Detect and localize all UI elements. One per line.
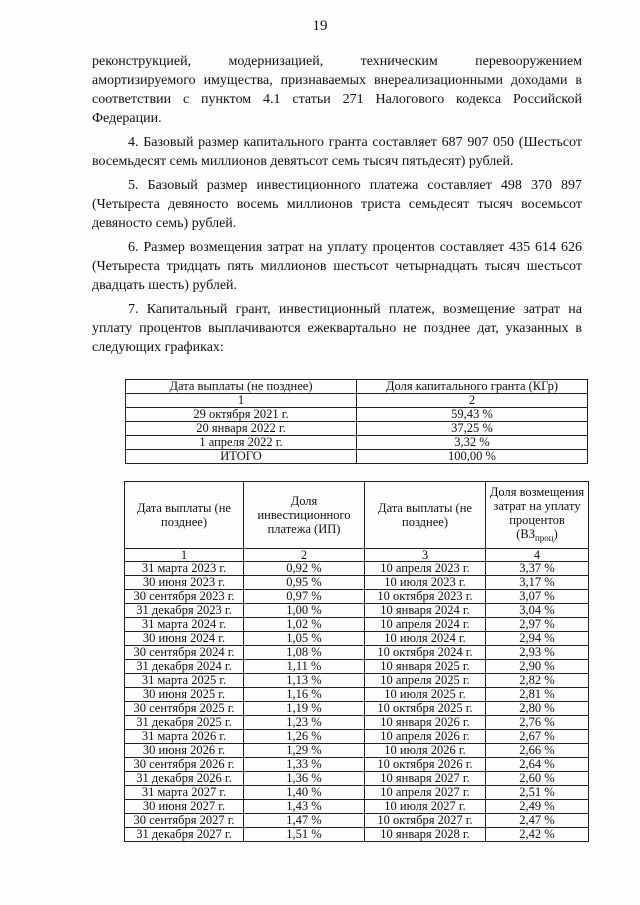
- capital-grant-table: [125, 379, 588, 464]
- table-cell: 1,29 %: [244, 744, 365, 758]
- table-cell: 2,64 %: [486, 758, 589, 772]
- table-cell: 2,60 %: [486, 772, 589, 786]
- paragraph: реконструкцией, модернизацией, техническим перевооружением амортизируемого имущества, признаваемых внереализационными доходами в соответствии с пунктом 4.1 статьи 271 Налогового кодекса Российской Федерации.: [92, 54, 582, 126]
- table-cell: 1,16 %: [244, 688, 365, 702]
- table-cell: 1,05 %: [244, 632, 365, 646]
- table-cell: 10 апреля 2023 г.: [365, 562, 486, 576]
- investment-payment-table: [124, 481, 589, 842]
- table-row: [125, 814, 589, 828]
- table-cell: 1,47 %: [244, 814, 365, 828]
- paragraph: 5. Базовый размер инвестиционного платежа составляет 498 370 897 (Четыреста девяносто восемь миллионов триста семьдесят тысяч восемьсот девяносто семь) рублей.: [92, 178, 582, 231]
- column-number: 2: [357, 394, 588, 408]
- table-cell: 3,37 %: [486, 562, 589, 576]
- table-cell: 1,08 %: [244, 646, 365, 660]
- table-cell: 2,81 %: [486, 688, 589, 702]
- table-cell: 31 марта 2025 г.: [125, 674, 244, 688]
- table-cell: 1,11 %: [244, 660, 365, 674]
- table-cell: 31 декабря 2026 г.: [125, 772, 244, 786]
- table-cell: 2,80 %: [486, 702, 589, 716]
- table-cell: 2,94 %: [486, 632, 589, 646]
- table-row: [126, 422, 588, 436]
- table-cell: 31 марта 2024 г.: [125, 618, 244, 632]
- column-header-abbr: (ВЗ: [516, 527, 535, 541]
- table-cell: 10 октября 2027 г.: [365, 814, 486, 828]
- table-cell: 30 сентября 2025 г.: [125, 702, 244, 716]
- page-number: 19: [312, 18, 328, 34]
- table-cell: 31 марта 2023 г.: [125, 562, 244, 576]
- table-row: [126, 450, 588, 464]
- paragraph: 4. Базовый размер капитального гранта составляет 687 907 050 (Шестьсот восемьдесят семь миллионов девятьсот семь тысяч пятьдесят) рублей.: [92, 135, 582, 169]
- table-row: [125, 744, 589, 758]
- column-header: Дата выплаты (не позднее): [126, 380, 357, 394]
- table-cell: 10 июля 2025 г.: [365, 688, 486, 702]
- paragraph: 7. Капитальный грант, инвестиционный платеж, возмещение затрат на уплату процентов выплачиваются ежеквартально не позднее дат, указанных в следующих графиках:: [92, 302, 582, 355]
- table-cell: 10 января 2028 г.: [365, 828, 486, 842]
- table-cell: 2,42 %: [486, 828, 589, 842]
- table-cell: 31 декабря 2025 г.: [125, 716, 244, 730]
- table-cell: 10 июля 2026 г.: [365, 744, 486, 758]
- table-cell: 1 апреля 2022 г.: [126, 436, 357, 450]
- table-row: [125, 758, 589, 772]
- table-cell: 0,92 %: [244, 562, 365, 576]
- table-cell: 30 сентября 2027 г.: [125, 814, 244, 828]
- table-cell: 20 января 2022 г.: [126, 422, 357, 436]
- table-cell: 2,66 %: [486, 744, 589, 758]
- table-header-row: [126, 380, 588, 394]
- column-number: 3: [365, 549, 486, 562]
- table-cell: 100,00 %: [357, 450, 588, 464]
- column-number-row: [126, 394, 588, 408]
- table-cell: 10 января 2027 г.: [365, 772, 486, 786]
- document-body: [92, 52, 582, 362]
- table-row: [125, 716, 589, 730]
- column-header-text: Доля возмещения затрат на уплату процентов: [489, 485, 585, 527]
- table-cell: 10 апреля 2025 г.: [365, 674, 486, 688]
- table-cell: 10 апреля 2027 г.: [365, 786, 486, 800]
- column-header: Дата выплаты (не позднее): [125, 482, 244, 549]
- table-cell: 37,25 %: [357, 422, 588, 436]
- table-cell: 10 октября 2026 г.: [365, 758, 486, 772]
- table-cell: 2,90 %: [486, 660, 589, 674]
- column-number: 1: [125, 549, 244, 562]
- table-cell: 1,26 %: [244, 730, 365, 744]
- table-row: [125, 562, 589, 576]
- table-row: [125, 618, 589, 632]
- table-row: [125, 632, 589, 646]
- table-cell: 2,93 %: [486, 646, 589, 660]
- table-row: [125, 576, 589, 590]
- table-row: [125, 660, 589, 674]
- column-header: Дата выплаты (не позднее): [365, 482, 486, 549]
- table-cell: 10 апреля 2024 г.: [365, 618, 486, 632]
- table-row: [125, 702, 589, 716]
- column-number-row: [125, 549, 589, 562]
- table-row: [125, 646, 589, 660]
- table-cell: 30 июня 2023 г.: [125, 576, 244, 590]
- table-cell: 1,13 %: [244, 674, 365, 688]
- table-row: [125, 590, 589, 604]
- table-cell: 0,97 %: [244, 590, 365, 604]
- table-cell: 1,23 %: [244, 716, 365, 730]
- table-cell: 30 сентября 2024 г.: [125, 646, 244, 660]
- table-cell: 10 января 2024 г.: [365, 604, 486, 618]
- table-cell: 3,17 %: [486, 576, 589, 590]
- table-cell: 3,07 %: [486, 590, 589, 604]
- table-cell: 10 января 2026 г.: [365, 716, 486, 730]
- table-row: [125, 772, 589, 786]
- table-cell: 10 июля 2027 г.: [365, 800, 486, 814]
- table-row: [125, 604, 589, 618]
- table-cell: 10 января 2025 г.: [365, 660, 486, 674]
- table-cell: 10 июля 2024 г.: [365, 632, 486, 646]
- table-cell: 1,51 %: [244, 828, 365, 842]
- table-cell: 1,19 %: [244, 702, 365, 716]
- table-cell: 30 июня 2027 г.: [125, 800, 244, 814]
- table-cell: 2,97 %: [486, 618, 589, 632]
- table-cell: 31 декабря 2023 г.: [125, 604, 244, 618]
- column-header-subscript: проц: [534, 533, 554, 543]
- column-header: Доля капитального гранта (КГр): [357, 380, 588, 394]
- column-number: 1: [126, 394, 357, 408]
- table-row: [125, 828, 589, 842]
- table-cell: 30 июня 2025 г.: [125, 688, 244, 702]
- table-cell: 30 июня 2024 г.: [125, 632, 244, 646]
- table-cell: 0,95 %: [244, 576, 365, 590]
- table-cell: 10 июля 2023 г.: [365, 576, 486, 590]
- table-cell: 1,02 %: [244, 618, 365, 632]
- table-cell: 2,76 %: [486, 716, 589, 730]
- table-cell: 29 октября 2021 г.: [126, 408, 357, 422]
- table-cell: 2,67 %: [486, 730, 589, 744]
- table-row: [126, 408, 588, 422]
- table-cell: ИТОГО: [126, 450, 357, 464]
- table-cell: 10 октября 2025 г.: [365, 702, 486, 716]
- table-cell: 2,51 %: [486, 786, 589, 800]
- column-header-close: ): [553, 527, 558, 541]
- table-cell: 31 марта 2027 г.: [125, 786, 244, 800]
- table-cell: 1,00 %: [244, 604, 365, 618]
- table-row: [125, 674, 589, 688]
- table-cell: 1,40 %: [244, 786, 365, 800]
- table-row: [125, 688, 589, 702]
- column-header: Доля инвестиционного платежа (ИП): [244, 482, 365, 549]
- table-cell: 59,43 %: [357, 408, 588, 422]
- table-cell: 2,49 %: [486, 800, 589, 814]
- table-cell: 30 сентября 2026 г.: [125, 758, 244, 772]
- table-cell: 31 декабря 2027 г.: [125, 828, 244, 842]
- column-number: 2: [244, 549, 365, 562]
- table-cell: 10 апреля 2026 г.: [365, 730, 486, 744]
- table-cell: 2,47 %: [486, 814, 589, 828]
- table-cell: 31 марта 2026 г.: [125, 730, 244, 744]
- table-cell: 1,33 %: [244, 758, 365, 772]
- table-cell: 3,04 %: [486, 604, 589, 618]
- table-cell: 10 октября 2024 г.: [365, 646, 486, 660]
- table-cell: 30 июня 2026 г.: [125, 744, 244, 758]
- table-row: [126, 436, 588, 450]
- table-cell: 30 сентября 2023 г.: [125, 590, 244, 604]
- table-cell: 1,43 %: [244, 800, 365, 814]
- paragraph: 6. Размер возмещения затрат на уплату процентов составляет 435 614 626 (Четыреста тридцать пять миллионов шестьсот четырнадцать тысяч шестьсот двадцать шесть) рублей.: [92, 240, 582, 293]
- column-header: [486, 482, 589, 549]
- table-row: [125, 786, 589, 800]
- column-number: 4: [486, 549, 589, 562]
- table-row: [125, 730, 589, 744]
- table-cell: 31 декабря 2024 г.: [125, 660, 244, 674]
- table-cell: 1,36 %: [244, 772, 365, 786]
- table-row: [125, 800, 589, 814]
- table-cell: 2,82 %: [486, 674, 589, 688]
- table-header-row: [125, 482, 589, 549]
- table-cell: 3,32 %: [357, 436, 588, 450]
- table-cell: 10 октября 2023 г.: [365, 590, 486, 604]
